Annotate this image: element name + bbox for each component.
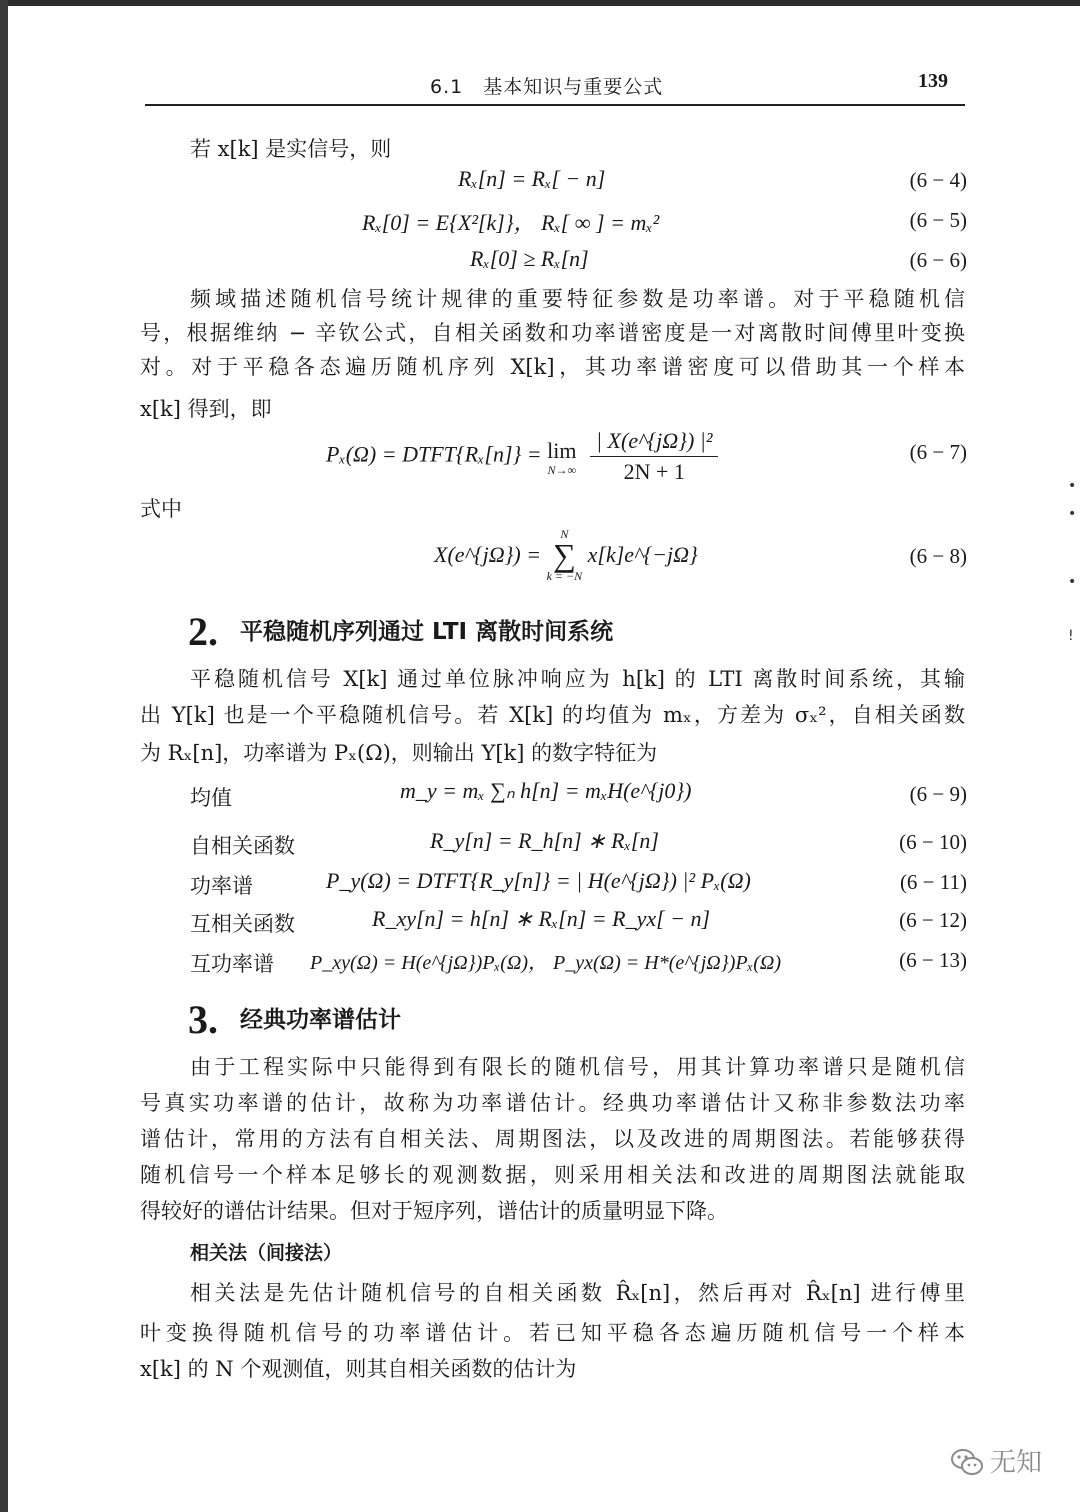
feature-label: 功率谱 xyxy=(190,874,253,898)
paragraph-line: 叶变换得随机信号的功率谱估计。若已知平稳各态遍历随机信号一个样本 xyxy=(140,1321,965,1345)
paragraph-line: 随机信号一个样本足够长的观测数据，则采用相关法和改进的周期图法就能取 xyxy=(140,1163,965,1187)
paragraph-line: 为 Rₓ[n]，功率谱为 Pₓ(Ω)，则输出 Y[k] 的数字特征为 xyxy=(140,741,658,765)
running-head xyxy=(0,70,1080,100)
summation-upper-limit: N xyxy=(560,527,569,541)
equation-6-9: m_y = mₓ ∑ₙ h[n] = mₓH(e^{j0}) xyxy=(400,778,692,803)
paragraph-line: 号，根据维纳 − 辛钦公式，自相关函数和功率谱密度是一对离散时间傅里叶变换 xyxy=(140,321,965,345)
equation-number-6-10: (6 − 10) xyxy=(899,830,967,854)
limit-subscript: N→∞ xyxy=(547,462,577,477)
watermark xyxy=(950,1442,1042,1479)
feature-label: 互功率谱 xyxy=(190,952,274,976)
feature-label: 均值 xyxy=(190,786,232,810)
watermark-text: 无知 xyxy=(990,1448,1043,1478)
equation-6-7 xyxy=(326,428,718,485)
equation-6-10: R_y[n] = R_h[n] ∗ Rₓ[n] xyxy=(430,828,659,853)
paragraph-line: x[k] 的 N 个观测值，则其自相关函数的估计为 xyxy=(140,1357,577,1381)
section-title: 平稳随机序列通过 LTI 离散时间系统 xyxy=(240,619,614,645)
equation-6-5: Rₓ[0] = E{X²[k]}， Rₓ[ ∞ ] = mₓ² xyxy=(362,210,660,235)
scan-speck: ! xyxy=(1068,628,1074,644)
header-rule xyxy=(145,104,965,106)
section-number: 2. xyxy=(188,609,218,654)
equation-number-6-5: (6 − 5) xyxy=(909,208,967,232)
page-number: 139 xyxy=(918,70,948,92)
equation-number-6-6: (6 − 6) xyxy=(909,248,967,272)
section-heading-2 xyxy=(188,608,613,655)
equation-6-4: Rₓ[n] = Rₓ[ − n] xyxy=(458,166,606,191)
summation-symbol: ∑ xyxy=(552,537,576,573)
section-heading-3 xyxy=(188,996,401,1043)
equation-6-8 xyxy=(434,528,698,582)
scan-edge-left xyxy=(0,0,8,1512)
equation-6-12: R_xy[n] = h[n] ∗ Rₓ[n] = R_yx[ − n] xyxy=(372,906,711,931)
paragraph-line: 得较好的谱估计结果。但对于短序列，谱估计的质量明显下降。 xyxy=(140,1199,728,1223)
scan-speck: • xyxy=(1068,478,1077,494)
subsection-heading: 相关法（间接法） xyxy=(190,1242,343,1264)
where-label: 式中 xyxy=(140,497,182,521)
equation-6-8-rhs: x[k]e^{−jΩ} xyxy=(587,542,698,567)
paragraph-line: 由于工程实际中只能得到有限长的随机信号，用其计算功率谱只是随机信 xyxy=(190,1055,965,1079)
paragraph-line: 谱估计，常用的方法有自相关法、周期图法，以及改进的周期图法。若能够获得 xyxy=(140,1127,965,1151)
paragraph-line: 相关法是先估计随机信号的自相关函数 R̂ₓ[n]，然后再对 R̂ₓ[n] 进行傅里 xyxy=(190,1281,965,1305)
fraction-denominator: 2N + 1 xyxy=(623,459,685,484)
equation-6-13: P_xy(Ω) = H(e^{jΩ})Pₓ(Ω)， P_yx(Ω) = H*(e^{jΩ})Pₓ(Ω) xyxy=(310,952,782,974)
fraction xyxy=(590,428,718,485)
equation-number-6-7: (6 − 7) xyxy=(909,440,967,464)
fraction-numerator: | X(e^{jΩ}) |² xyxy=(590,428,718,457)
equation-6-7-lhs: Pₓ(Ω) = DTFT{Rₓ[n]} = xyxy=(326,441,542,467)
equation-6-6: Rₓ[0] ≥ Rₓ[n] xyxy=(470,246,589,271)
feature-label: 自相关函数 xyxy=(190,834,295,858)
paragraph-line: x[k] 得到，即 xyxy=(140,397,272,421)
wechat-icon xyxy=(950,1447,984,1477)
paragraph-line: 出 Y[k] 也是一个平稳随机信号。若 X[k] 的均值为 mₓ，方差为 σₓ²，自相关函数 xyxy=(140,703,965,727)
feature-label: 互相关函数 xyxy=(190,912,295,936)
summation-lower-limit: k = −N xyxy=(546,569,583,583)
equation-number-6-4: (6 − 4) xyxy=(909,168,967,192)
equation-number-6-8: (6 − 8) xyxy=(909,544,967,568)
equation-6-11: P_y(Ω) = DTFT{R_y[n]} = | H(e^{jΩ}) |² Pₓ(Ω) xyxy=(326,868,751,893)
paragraph-line: 对。对于平稳各态遍历随机序列 X[k]，其功率谱密度可以借助其一个样本 xyxy=(140,355,965,379)
equation-number-6-12: (6 − 12) xyxy=(899,908,967,932)
paragraph-line: 频域描述随机信号统计规律的重要特征参数是功率谱。对于平稳随机信 xyxy=(190,287,965,311)
paragraph-real-signal: 若 x[k] 是实信号，则 xyxy=(190,137,392,161)
limit-operator xyxy=(547,438,576,476)
section-number: 3. xyxy=(188,997,218,1042)
paragraph-line: 号真实功率谱的估计，故称为功率谱估计。经典功率谱估计又称非参数法功率 xyxy=(140,1091,965,1115)
equation-6-8-lhs: X(e^{jΩ}) = xyxy=(434,542,542,567)
scan-edge-top xyxy=(0,0,1080,6)
equation-number-6-9: (6 − 9) xyxy=(909,782,967,806)
scan-speck: • xyxy=(1068,506,1077,522)
paragraph-line: 平稳随机信号 X[k] 通过单位脉冲响应为 h[k] 的 LTI 离散时间系统，其输 xyxy=(190,667,965,691)
chapter-title: 6.1 基本知识与重要公式 xyxy=(430,76,664,98)
section-title: 经典功率谱估计 xyxy=(240,1007,401,1033)
summation-operator xyxy=(547,528,583,582)
limit-symbol: lim xyxy=(547,437,577,463)
equation-number-6-13: (6 − 13) xyxy=(899,948,967,972)
scan-speck: • xyxy=(1068,574,1077,590)
equation-number-6-11: (6 − 11) xyxy=(899,870,967,894)
